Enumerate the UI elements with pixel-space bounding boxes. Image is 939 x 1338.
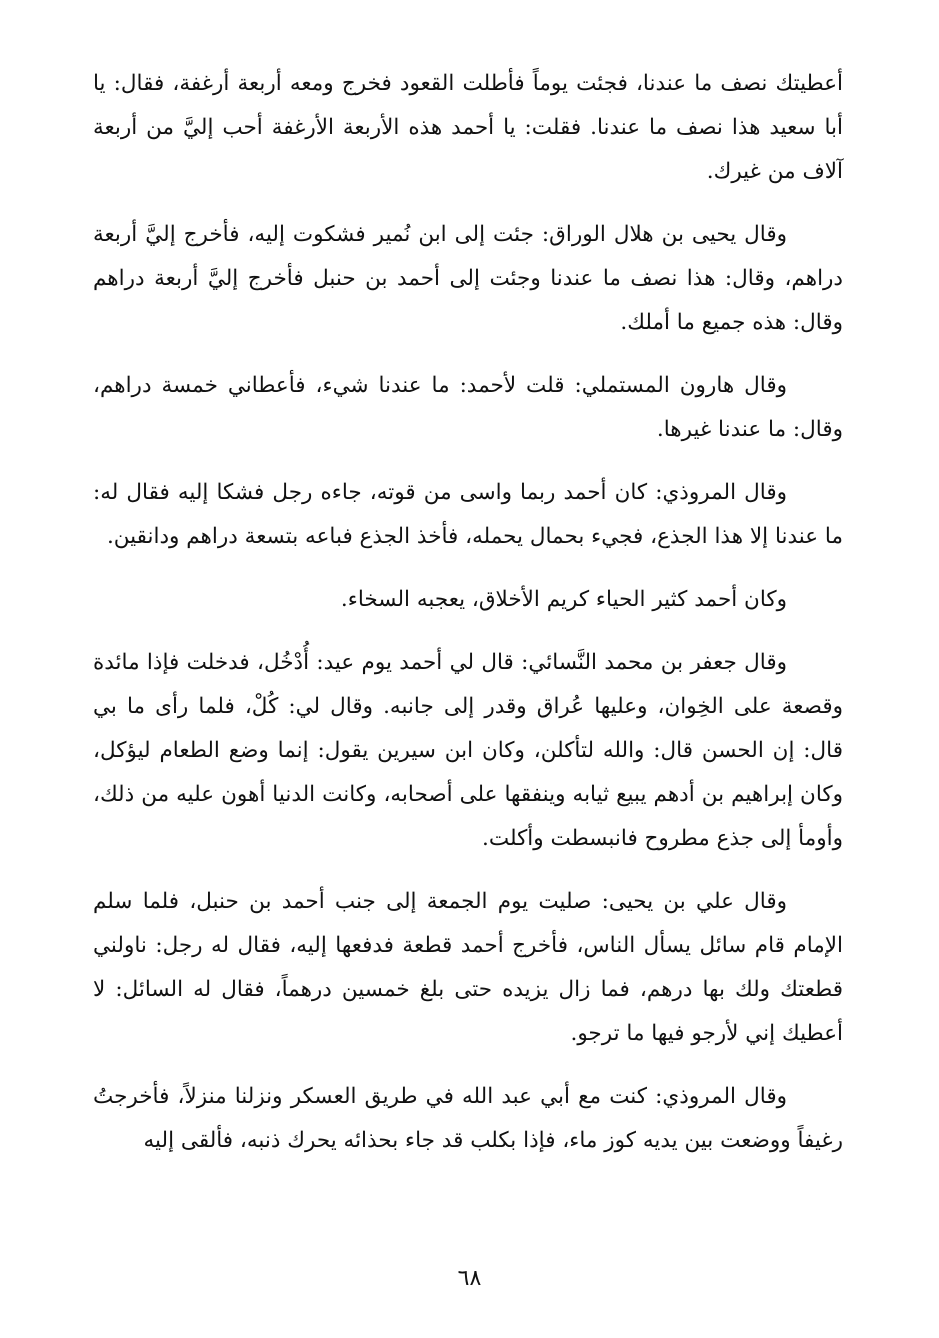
page-number: ٦٨	[457, 1266, 482, 1291]
paragraph-al-marwadhi-trunk: وقال المروذي: كان أحمد ربما واسى من قوته، جاءه رجل فشكا إليه فقال له: ما عندنا إلا هذا الجذع، فجيء بحمال يحمله، فأخذ الجذع فباعه بتسعة دراهم ودانقين.	[93, 480, 843, 549]
paragraph-al-marwadhi-road: وقال المروذي: كنت مع أبي عبد الله في طريق العسكر ونزلنا منزلاً، فأخرجتُ رغيفاً ووضعت بين يديه كوز ماء، فإذا بكلب قد جاء بحذائه يحرك ذنبه، فألقى إليه	[93, 1084, 843, 1153]
page-body	[93, 62, 843, 1182]
paragraph-harun-al-mustamli: وقال هارون المستملي: قلت لأحمد: ما عندنا شيء، فأعطاني خمسة دراهم، وقال: ما عندنا غيرها.	[93, 373, 843, 442]
paragraph-yahya-bin-hilal: وقال يحيى بن هلال الوراق: جئت إلى ابن نُمير فشكوت إليه، فأخرج إليَّ أربعة دراهم، وقال: هذا نصف ما عندنا وجئت إلى أحمد بن حنبل فأخرج إليَّ أربعة دراهم وقال: هذه جميع ما أملك.	[93, 222, 843, 335]
paragraph-ahmad-character: وكان أحمد كثير الحياء كريم الأخلاق، يعجبه السخاء.	[340, 587, 787, 612]
paragraph-jafar-al-nasai: وقال جعفر بن محمد النَّسائي: قال لي أحمد يوم عيد: أُدْخُل، فدخلت فإذا مائدة وقصعة على الخِوان، وعليها عُراق وقدر إلى جانبه. وقال لي: كُلْ، فلما رأى ما بي قال: إن الحسن قال: والله لتأكلن، وكان ابن سيرين يقول: إنما وضع الطعام ليؤكل، وكان إبراهيم بن أدهم يبيع ثيابه وينفقها على أصحابه، وكانت الدنيا أهون عليه من ذلك، وأومأ إلى جذع مطروح فانبسطت وأكلت.	[93, 650, 843, 851]
paragraph-ali-bin-yahya: وقال علي بن يحيى: صليت يوم الجمعة إلى جنب أحمد بن حنبل، فلما سلم الإمام قام سائل يسأل الناس، فأخرج أحمد قطعة فدفعها إليه، فقال له رجل: ناولني قطعتك ولك بها درهم، فما زال يزيده حتى بلغ خمسين درهماً، فقال له السائل: لا أعطيك إني لأرجو فيها ما ترجو.	[93, 889, 843, 1046]
paragraph-continuation: أعطيتك نصف ما عندنا، فجئت يوماً فأطلت القعود فخرج ومعه أربعة أرغفة، فقال: يا أبا سعيد هذا نصف ما عندنا. فقلت: يا أحمد هذه الأربعة الأرغفة أحب إليَّ من أربعة آلاف من غيرك.	[93, 71, 843, 184]
